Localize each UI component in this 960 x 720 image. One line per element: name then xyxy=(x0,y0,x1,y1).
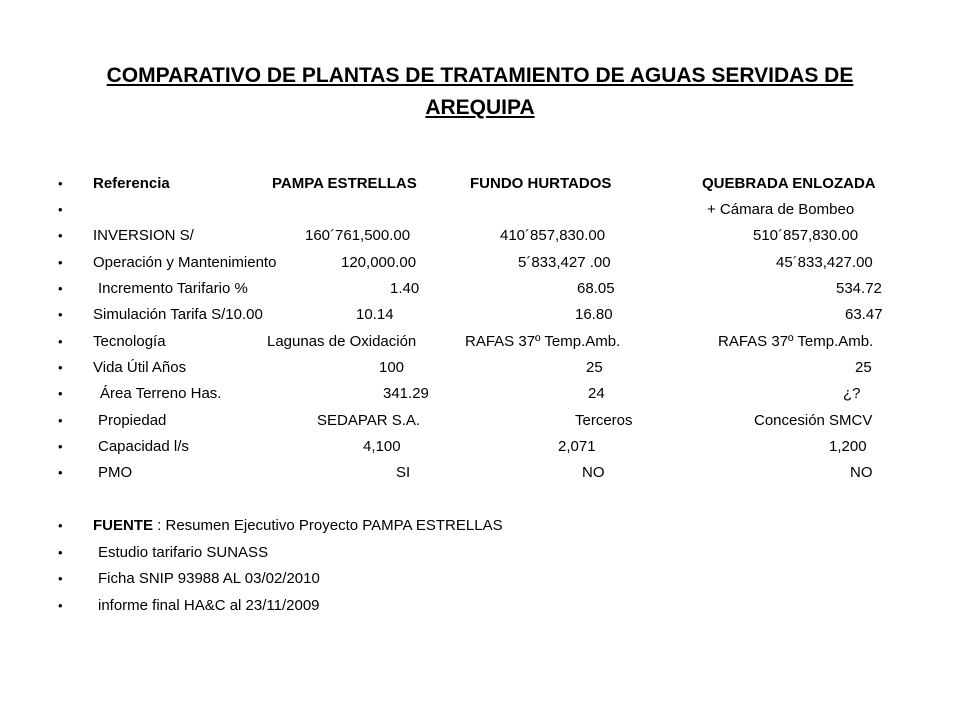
table-row xyxy=(0,302,960,328)
source-line xyxy=(0,513,960,539)
bullet-icon: • xyxy=(58,202,63,217)
bullet-icon: • xyxy=(58,334,63,349)
subheader-camara-bombeo: + Cámara de Bombeo xyxy=(707,201,855,218)
bullet-icon: • xyxy=(58,255,63,270)
page-title: COMPARATIVO DE PLANTAS DE TRATAMIENTO DE AGUAS SERVIDAS DE AREQUIPA xyxy=(106,64,854,119)
table-row xyxy=(0,250,960,276)
row-value-pampa: Lagunas de Oxidación xyxy=(267,333,417,350)
bullet-icon: • xyxy=(58,545,63,560)
header-referencia: Referencia xyxy=(93,175,170,192)
row-value-fundo: 68.05 xyxy=(577,280,615,297)
row-value-quebrada: 510´857,830.00 xyxy=(753,227,859,244)
source-line xyxy=(0,540,960,566)
bullet-icon: • xyxy=(58,518,63,533)
source-first: : Resumen Ejecutivo Proyecto PAMPA ESTRELLAS xyxy=(153,517,503,534)
row-value-fundo: Terceros xyxy=(575,412,633,429)
source-item: Estudio tarifario SUNASS xyxy=(98,544,269,561)
row-value-pampa: SEDAPAR S.A. xyxy=(317,412,421,429)
row-value-pampa: SI xyxy=(396,464,411,481)
row-label: INVERSION S/ xyxy=(93,227,194,244)
bullet-icon: • xyxy=(58,386,63,401)
source-label: FUENTE xyxy=(93,517,153,534)
row-value-fundo: 24 xyxy=(588,385,605,402)
source-item: Ficha SNIP 93988 AL 03/02/2010 xyxy=(98,570,320,587)
row-value-fundo: 16.80 xyxy=(575,306,613,323)
bullet-icon: • xyxy=(58,571,63,586)
source-text xyxy=(93,513,503,539)
row-value-quebrada: NO xyxy=(850,464,873,481)
row-value-fundo: 25 xyxy=(586,359,603,376)
row-value-pampa: 341.29 xyxy=(383,385,429,402)
row-value-quebrada: Concesión SMCV xyxy=(754,412,873,429)
row-value-pampa: 160´761,500.00 xyxy=(305,227,411,244)
table-row xyxy=(0,408,960,434)
header-pampa-estrellas: PAMPA ESTRELLAS xyxy=(272,175,417,192)
table-row xyxy=(0,355,960,381)
row-value-quebrada: ¿? xyxy=(843,385,861,402)
row-value-pampa: 10.14 xyxy=(356,306,394,323)
header-fundo-hurtados: FUNDO HURTADOS xyxy=(470,175,612,192)
row-label: Tecnología xyxy=(93,333,166,350)
row-label: PMO xyxy=(98,464,133,481)
row-value-pampa: 4,100 xyxy=(363,438,401,455)
bullet-icon: • xyxy=(58,228,63,243)
bullet-icon: • xyxy=(58,465,63,480)
row-value-quebrada: 1,200 xyxy=(829,438,867,455)
bullet-icon: • xyxy=(58,176,63,191)
bullet-icon: • xyxy=(58,360,63,375)
row-value-quebrada: 63.47 xyxy=(845,306,883,323)
bullet-icon: • xyxy=(58,307,63,322)
row-value-pampa: 100 xyxy=(379,359,405,376)
subheader-row xyxy=(0,197,960,223)
header-row xyxy=(0,171,960,197)
row-value-fundo: 2,071 xyxy=(558,438,596,455)
table-row xyxy=(0,276,960,302)
row-label: Operación y Mantenimiento xyxy=(93,254,277,271)
row-label: Área Terreno Has. xyxy=(100,385,222,402)
row-label: Capacidad l/s xyxy=(98,438,189,455)
header-quebrada-enlozada: QUEBRADA ENLOZADA xyxy=(702,175,876,192)
source-line xyxy=(0,593,960,619)
row-label: Incremento Tarifario % xyxy=(98,280,248,297)
row-value-fundo: 5´833,427 .00 xyxy=(518,254,611,271)
table-row xyxy=(0,223,960,249)
row-label: Propiedad xyxy=(98,412,167,429)
table-row xyxy=(0,329,960,355)
bullet-icon: • xyxy=(58,598,63,613)
row-value-pampa: 1.40 xyxy=(390,280,420,297)
row-value-quebrada: 25 xyxy=(855,359,872,376)
bullet-icon: • xyxy=(58,281,63,296)
table-row xyxy=(0,434,960,460)
bullet-icon: • xyxy=(58,413,63,428)
row-label: Simulación Tarifa S/10.00 xyxy=(93,306,263,323)
row-value-fundo: 410´857,830.00 xyxy=(500,227,606,244)
table-row xyxy=(0,381,960,407)
row-value-quebrada: 534.72 xyxy=(836,280,882,297)
row-value-quebrada: RAFAS 37º Temp.Amb. xyxy=(718,333,874,350)
bullet-icon: • xyxy=(58,439,63,454)
row-value-fundo: NO xyxy=(582,464,605,481)
row-value-fundo: RAFAS 37º Temp.Amb. xyxy=(465,333,621,350)
row-label: Vida Útil Años xyxy=(93,359,187,376)
row-value-pampa: 120,000.00 xyxy=(341,254,417,271)
source-item: informe final HA&C al 23/11/2009 xyxy=(98,597,320,614)
row-value-quebrada: 45´833,427.00 xyxy=(776,254,873,271)
source-line xyxy=(0,566,960,592)
table-row xyxy=(0,460,960,486)
